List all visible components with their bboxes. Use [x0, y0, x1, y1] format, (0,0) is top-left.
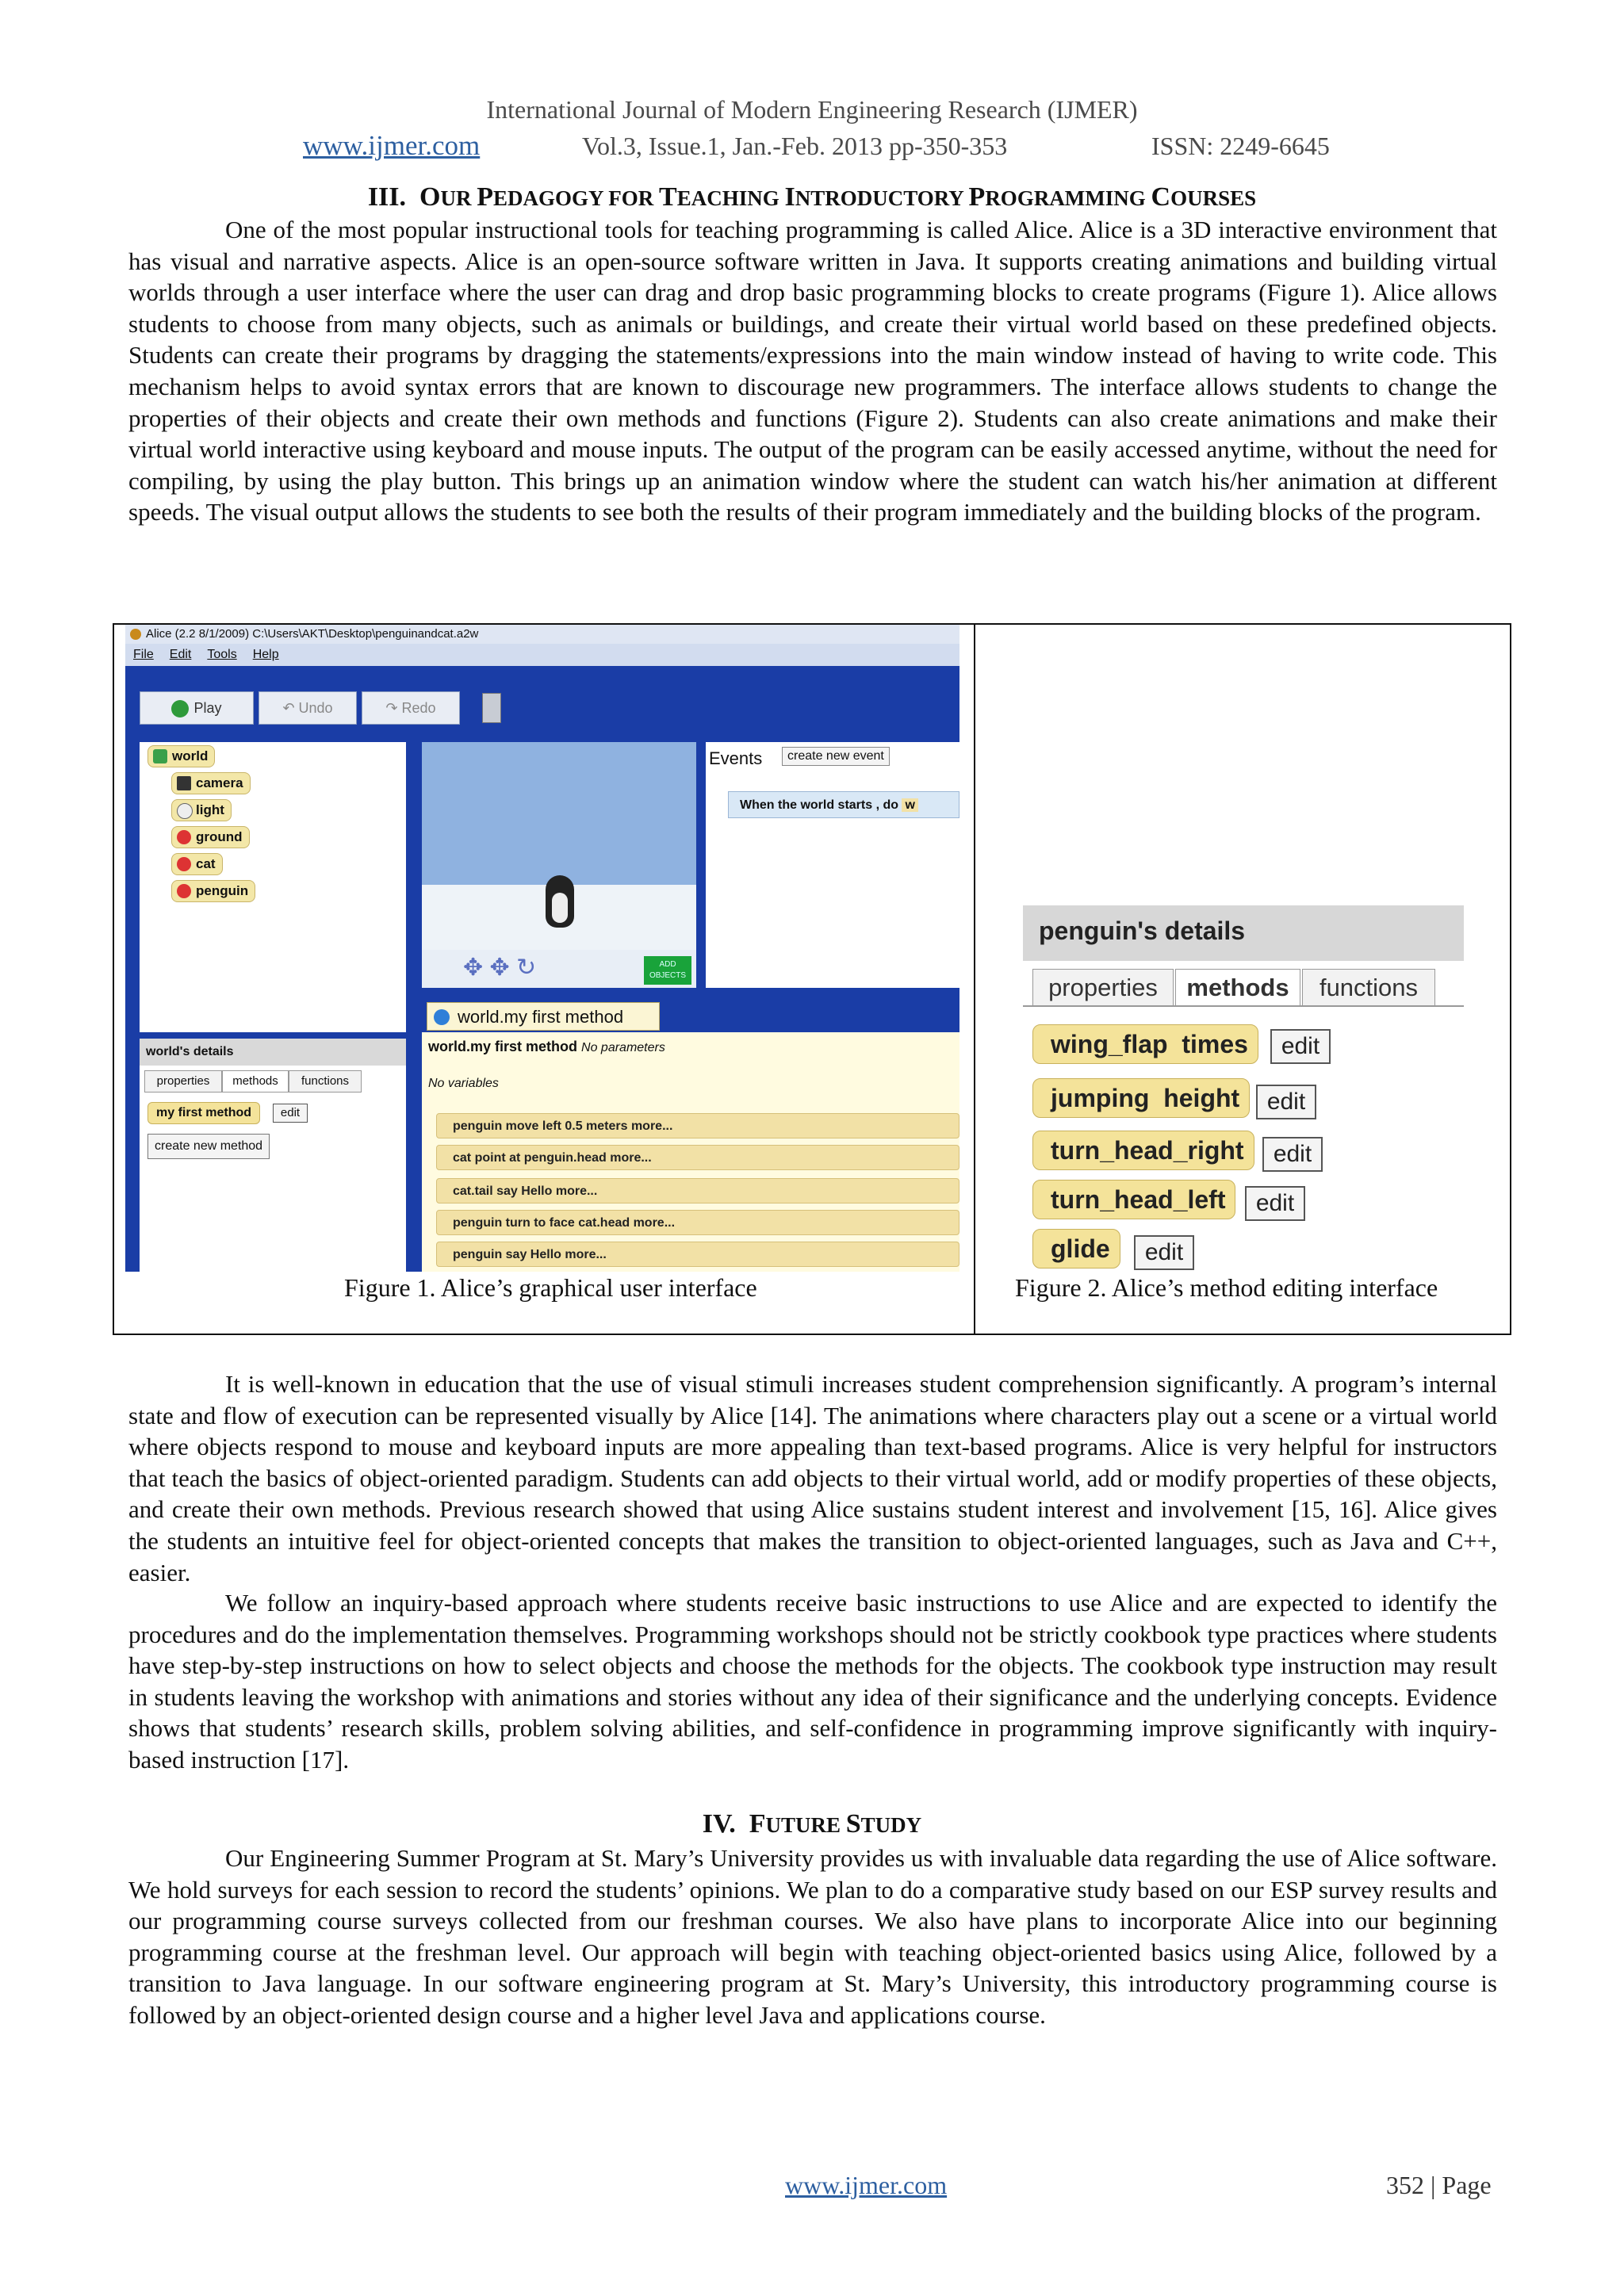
edit-turn-head-left-button[interactable]: edit	[1245, 1186, 1305, 1221]
tree-item-world[interactable]: world	[147, 745, 215, 767]
my-first-method-tile[interactable]: my first method	[147, 1102, 260, 1124]
redo-icon: ↷	[385, 700, 402, 716]
tree-item-penguin[interactable]: penguin	[171, 880, 255, 902]
statement-1[interactable]: penguin move left 0.5 meters more...	[436, 1113, 959, 1138]
events-label: Events	[709, 748, 763, 768]
tab-properties[interactable]: properties	[1032, 969, 1174, 1006]
cat-icon	[177, 857, 191, 871]
figure2-caption: Figure 2. Alice’s method editing interface	[1015, 1273, 1438, 1302]
method-tab-icon	[434, 1009, 450, 1025]
no-variables: No variables	[428, 1077, 499, 1090]
when-world-starts-event[interactable]: When the world starts , do w	[728, 791, 959, 818]
light-icon	[177, 803, 193, 819]
scene-view	[422, 742, 696, 988]
penguin-details-title: penguin's details	[1023, 905, 1464, 961]
edit-turn-head-right-button[interactable]: edit	[1262, 1137, 1323, 1172]
method-glide[interactable]: glide	[1032, 1229, 1120, 1269]
add-objects-button[interactable]: ADD OBJECTS	[644, 956, 691, 985]
method-turn-head-left[interactable]: turn_head_left	[1032, 1180, 1235, 1219]
create-new-method-button[interactable]: create new method	[147, 1134, 270, 1159]
create-new-event-button[interactable]: create new event	[782, 747, 890, 766]
section4-title: FUTURE STUDY	[749, 1809, 922, 1839]
camera-icon	[177, 776, 191, 790]
tree-item-ground[interactable]: ground	[171, 826, 250, 848]
events-panel	[706, 742, 959, 988]
statement-4[interactable]: penguin turn to face cat.head more...	[436, 1210, 959, 1235]
play-button[interactable]: Play	[140, 691, 254, 725]
world-details-title: world's details	[140, 1039, 406, 1066]
window-title-bar	[125, 625, 959, 644]
undo-icon: ↶	[282, 700, 299, 716]
statement-3[interactable]: cat.tail say Hello more...	[436, 1178, 959, 1203]
tab-functions[interactable]: functions	[289, 1070, 362, 1093]
tab-methods[interactable]: methods	[1175, 969, 1300, 1006]
statement-5[interactable]: penguin say Hello more...	[436, 1242, 959, 1267]
world-details-panel	[140, 1039, 406, 1272]
trash-icon[interactable]	[482, 693, 501, 723]
redo-button[interactable]: ↷ Redo	[362, 691, 460, 725]
menu-tools[interactable]: Tools	[207, 648, 237, 661]
tab-methods[interactable]: methods	[222, 1070, 289, 1093]
tree-item-light[interactable]: light	[171, 799, 232, 821]
section4-paragraph: Our Engineering Summer Program at St. Mary’s University provides us with invaluable data regarding the use of Alice software. We hold surveys for each session to record the students’ opinions. We plan to do a comparative study based on our ESP survey results and our programming course surveys collected from our freshman courses. We also have plans to incorporate Alice into our beginning programming course at the freshman level. Our approach will begin with teaching object-oriented basics using Alice, followed by a transition to Java language. In our software engineering program at St. Mary’s University, this introductory programming course is followed by an object-oriented design course and a higher level Java and applications course.	[128, 1844, 1497, 2029]
edit-glide-button[interactable]: edit	[1134, 1235, 1194, 1270]
move-arrows-icon[interactable]: ✥ ✥ ↻	[463, 955, 537, 981]
tabs-baseline	[1023, 1005, 1464, 1007]
method-header: world.my first method No parameters	[428, 1039, 665, 1054]
play-icon	[171, 700, 189, 718]
section3-title: OUR PEDAGOGY FOR TEACHING INTRODUCTORY PROGRAMMING COURSES	[419, 182, 1257, 212]
statement-2[interactable]: cat point at penguin.head more...	[436, 1145, 959, 1170]
section3-paragraph-2: It is well-known in education that the use of visual stimuli increases student comprehension significantly. A program’s internal state and flow of execution can be represented visually by Alice [14]. The animations where characters play out a scene or a virtual world where objects respond to mouse and keyboard inputs are more appealing than text-based programs. Alice is very helpful for instructors that teach the basics of object-oriented paradigm. Students can add objects to their virtual world, add or modify properties of these objects, and create their own methods. Previous research showed that using Alice sustains student interest and involvement [15, 16]. Alice gives the students an intuitive feel for object-oriented concepts that makes the transition to object-oriented languages, such as Java and C++, easier.	[128, 1370, 1497, 1586]
menu-help[interactable]: Help	[252, 648, 279, 661]
penguin-details-panel	[1023, 905, 1464, 1272]
footer-website-link[interactable]: www.ijmer.com	[785, 2171, 948, 2199]
undo-button[interactable]: ↶ Undo	[259, 691, 357, 725]
penguin-belly	[552, 893, 568, 923]
journal-title: International Journal of Modern Engineering Research (IJMER)	[486, 95, 1138, 124]
window-title: Alice (2.2 8/1/2009) C:\Users\AKT\Desktop\penguinandcat.a2w	[146, 627, 479, 641]
menu-file[interactable]: File	[133, 648, 154, 661]
world-icon	[153, 749, 167, 763]
issn: ISSN: 2249-6645	[1151, 132, 1330, 160]
figure-divider	[974, 623, 975, 1335]
edit-jumping-button[interactable]: edit	[1256, 1085, 1316, 1119]
alice-gui-screenshot	[125, 625, 959, 1272]
ground-icon	[177, 830, 191, 844]
menu-bar	[125, 644, 959, 666]
section4-number: IV.	[702, 1809, 736, 1839]
section3-number: III.	[367, 182, 407, 212]
method-tab[interactable]: world.my first method	[427, 1002, 660, 1031]
section3-paragraph-1: One of the most popular instructional tools for teaching programming is called Alice. Alice is a 3D interactive environment that has visual and narrative aspects. Alice is an open-source software written in Java. It supports creating animations and building virtual worlds through a user interface where the user can drag and drop basic programming blocks to create programs (Figure 1). Alice allows students to choose from many objects, such as animals or buildings, and create their virtual world based on these predefined objects. Students can create their programs by dragging the statements/expressions into the main window instead of having to write code. This mechanism helps to avoid syntax errors that are known to discourage new programmers. The interface allows students to change the properties of their objects and create their own methods and functions (Figure 2). Students can also create animations and make their virtual world interactive using keyboard and mouse inputs. The output of the program can be easily accessed anytime, without the need for compiling, by using the play button. This brings up an animation window where the student can watch his/her animation at different speeds. The visual output allows the students to see both the results of their program immediately and the building blocks of the program.	[128, 216, 1497, 526]
figure1-caption: Figure 1. Alice’s graphical user interface	[344, 1273, 757, 1302]
method-wing-flap[interactable]: wing_flap times	[1032, 1024, 1258, 1064]
section4-heading	[0, 1809, 1624, 1839]
edit-method-button[interactable]: edit	[273, 1104, 308, 1123]
tab-functions[interactable]: functions	[1302, 969, 1435, 1006]
method-jumping[interactable]: jumping height	[1032, 1078, 1250, 1118]
page-number: 352 | Page	[1386, 2171, 1492, 2199]
tree-item-cat[interactable]: cat	[171, 853, 223, 875]
edit-wing-flap-button[interactable]: edit	[1270, 1029, 1331, 1064]
sky	[422, 742, 696, 885]
tree-item-camera[interactable]: camera	[171, 772, 251, 794]
section3-heading	[0, 182, 1624, 212]
header-website-link[interactable]: www.ijmer.com	[303, 130, 481, 161]
penguin-icon	[177, 884, 191, 898]
tab-properties[interactable]: properties	[144, 1070, 222, 1093]
section3-paragraph-3: We follow an inquiry-based approach where students receive basic instructions to use Alice and are expected to identify the procedures and do the implementation themselves. Programming workshops should not be strictly cookbook type practices where students have step-by-step instructions on how to select objects and choose the methods for the objects. The cookbook type instruction may result in students leaving the workshop with animations and stories without any idea of their significance and the underlying concepts. Evidence shows that students’ research skills, problem solving abilities, and self-confidence in programming improve significantly with inquiry-based instruction [17].	[128, 1589, 1497, 1774]
menu-edit[interactable]: Edit	[169, 648, 192, 661]
volume-info: Vol.3, Issue.1, Jan.-Feb. 2013 pp-350-353	[582, 132, 1008, 160]
method-turn-head-right[interactable]: turn_head_right	[1032, 1131, 1254, 1170]
alice-logo-icon	[130, 629, 141, 640]
object-tree	[140, 742, 406, 1032]
